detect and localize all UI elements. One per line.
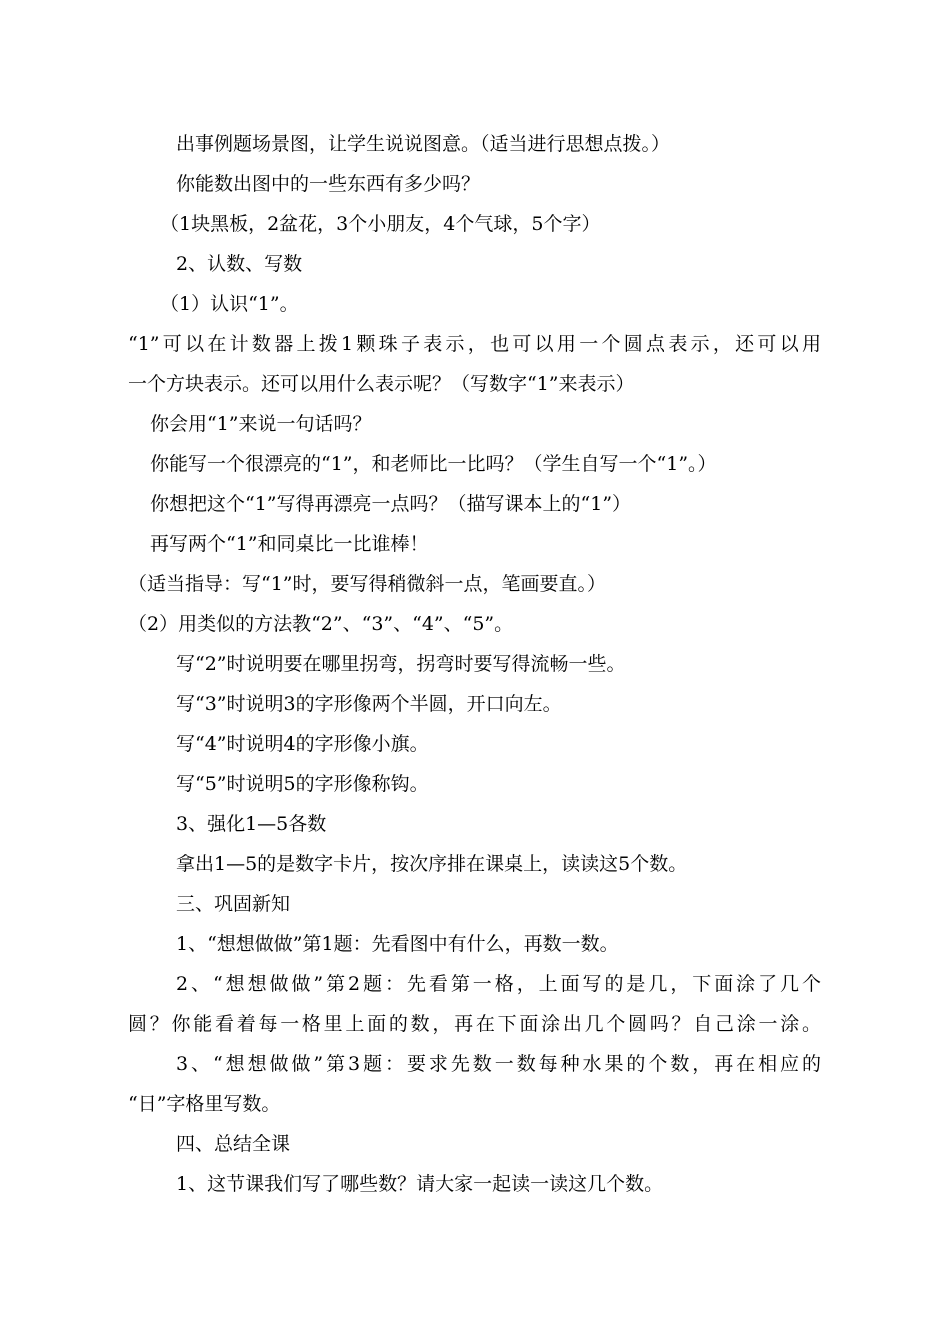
text-line: 1、“想想做做”第1题：先看图中有什么，再数一数。 [176, 933, 619, 955]
text-line: 1、这节课我们写了哪些数？请大家一起读一读这几个数。 [176, 1173, 664, 1195]
text-line: 你能写一个很漂亮的“1”，和老师比一比吗？（学生自写一个“1”。） [150, 453, 717, 475]
text-line: 拿出1—5的是数字卡片，按次序排在课桌上，读读这5个数。 [176, 853, 688, 875]
section-heading: 三、巩固新知 [176, 893, 291, 915]
text-line: “1”可以在计数器上拨1颗珠子表示，也可以用一个圆点表示，还可以用 [128, 333, 821, 355]
text-line: 3、“想想做做”第3题：要求先数一数每种水果的个数，再在相应的 [176, 1053, 821, 1075]
section-heading: 3、强化1—5各数 [176, 813, 327, 835]
text-line: 圆？你能看着每一格里上面的数，再在下面涂出几个圆吗？自己涂一涂。 [128, 1013, 821, 1035]
section-heading: 四、总结全课 [176, 1133, 291, 1155]
subsection-heading: （1）认识“1”。 [160, 293, 299, 315]
text-line: 写“4”时说明4的字形像小旗。 [176, 733, 429, 755]
text-line: 你会用“1”来说一句话吗？ [150, 413, 372, 435]
text-line: 2、“想想做做”第2题：先看第一格，上面写的是几，下面涂了几个 [176, 973, 821, 995]
text-line: 写“3”时说明3的字形像两个半圆，开口向左。 [176, 693, 562, 715]
text-line: 写“5”时说明5的字形像称钩。 [176, 773, 429, 795]
text-line: 写“2”时说明要在哪里拐弯，拐弯时要写得流畅一些。 [176, 653, 626, 675]
section-heading: 2、认数、写数 [176, 253, 303, 275]
text-line: 一个方块表示。还可以用什么表示呢？（写数字“1”来表示） [128, 373, 635, 395]
text-line: 你想把这个“1”写得再漂亮一点吗？（描写课本上的“1”） [150, 493, 632, 515]
text-line: 出事例题场景图，让学生说说图意。（适当进行思想点拨。） [176, 133, 671, 155]
text-line: 再写两个“1”和同桌比一比谁棒！ [150, 533, 429, 555]
text-line: （1块黑板，2盆花，3个小朋友，4个气球，5个字） [160, 213, 601, 235]
text-line: “日”字格里写数。 [128, 1093, 281, 1115]
text-line: （适当指导：写“1”时，要写得稍微斜一点，笔画要直。） [128, 573, 607, 595]
subsection-heading: （2）用类似的方法教“2”、“3”、“4”、“5”。 [128, 613, 514, 635]
text-line: 你能数出图中的一些东西有多少吗？ [176, 173, 481, 195]
